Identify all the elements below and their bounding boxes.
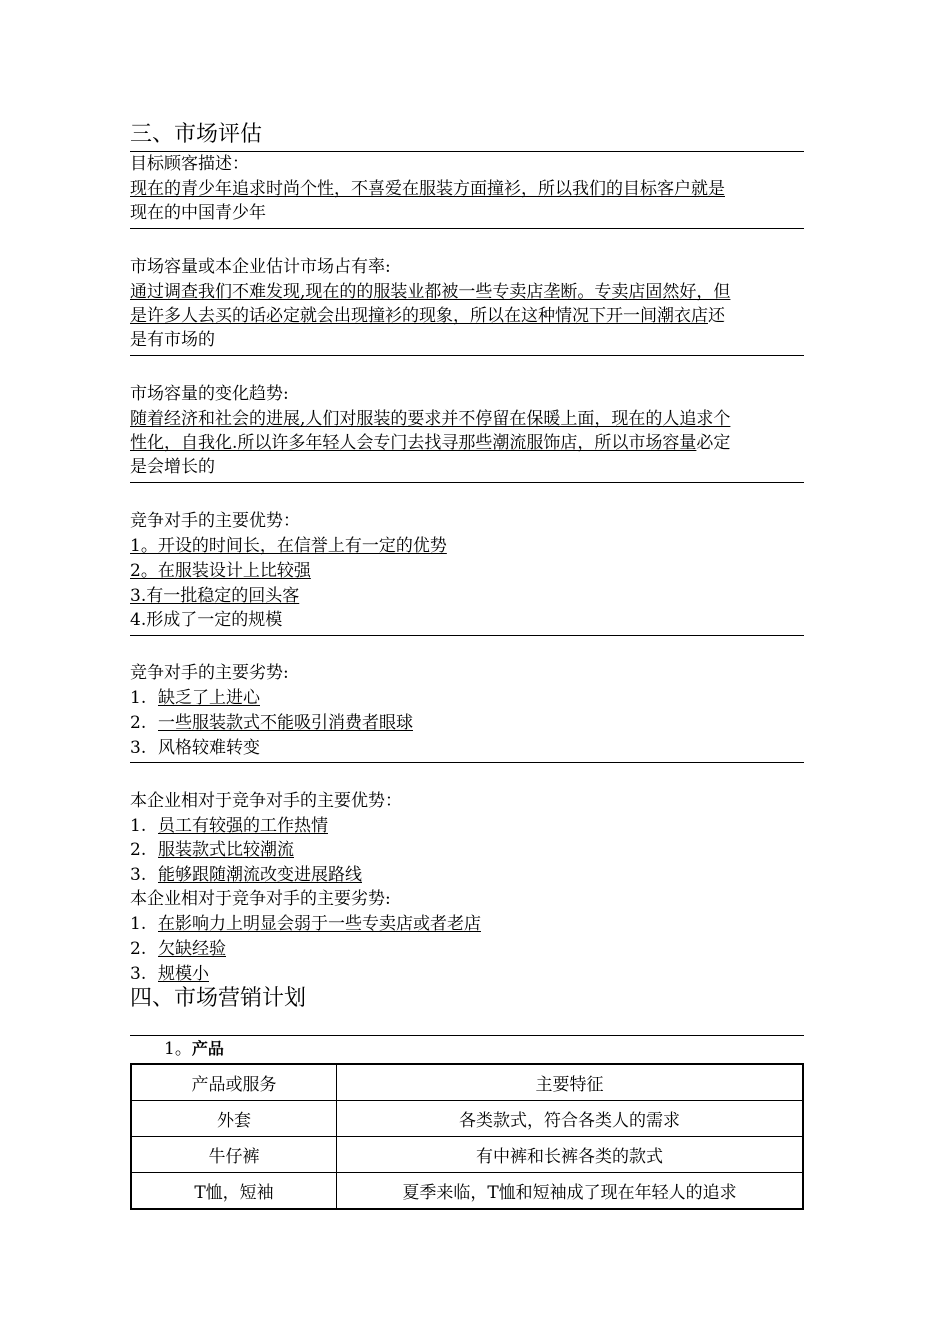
table-header-cell: 产品或服务 <box>131 1064 337 1101</box>
table-row <box>131 1173 803 1210</box>
divider <box>130 762 804 763</box>
list-item: 3. 能够跟随潮流改变进展路线 <box>130 865 362 885</box>
capacity-text-line-3: 是有市场的 <box>130 330 215 350</box>
subsection-number: 1。 <box>164 1039 192 1059</box>
comp-strength-item: 4.形成了一定的规模 <box>130 610 283 630</box>
list-item: 2. 一些服装款式不能吸引消费者眼球 <box>130 713 413 733</box>
list-item: 1. 缺乏了上进心 <box>130 688 260 708</box>
table-header-row <box>131 1064 803 1101</box>
comp-strengths-label: 竞争对手的主要优势： <box>130 511 300 531</box>
table-cell: 牛仔裤 <box>131 1137 337 1173</box>
divider <box>130 355 804 356</box>
list-item: 1. 在影响力上明显会弱于一些专卖店或者老店 <box>130 914 481 934</box>
trend-text-line-2-tail: 必定 <box>696 433 731 453</box>
list-item: 1. 员工有较强的工作热情 <box>130 816 328 836</box>
own-strengths-label: 本企业相对于竞争对手的主要优势： <box>130 791 402 811</box>
capacity-text-line-2: 是许多人去买的话必定就会出现撞衫的现象，所以在这种情况下开一间潮衣店 <box>130 306 708 326</box>
target-text-line-2: 现在的中国青少年 <box>130 203 266 223</box>
table-cell: 各类款式，符合各类人的需求 <box>337 1101 804 1137</box>
trend-label: 市场容量的变化趋势: <box>130 384 289 404</box>
comp-strength-item: 2。在服装设计上比较强 <box>130 561 311 581</box>
section-4-title: 四、市场营销计划 <box>130 986 307 1011</box>
table-cell: T恤，短袖 <box>131 1173 337 1210</box>
table-cell: 夏季来临，T恤和短袖成了现在年轻人的追求 <box>337 1173 804 1210</box>
capacity-text-line-1: 通过调查我们不难发现,现在的的服装业都被一些专卖店垄断。专卖店固然好，但 <box>130 282 731 302</box>
table-cell: 有中裤和长裤各类的款式 <box>337 1137 804 1173</box>
comp-strength-item: 3.有一批稳定的回头客 <box>130 586 300 606</box>
own-weaknesses-label: 本企业相对于竞争对手的主要劣势: <box>130 889 391 909</box>
target-label: 目标顾客描述： <box>130 154 249 174</box>
divider <box>130 482 804 483</box>
table-header-cell: 主要特征 <box>337 1064 804 1101</box>
list-item: 3. 风格较难转变 <box>130 738 260 758</box>
target-text-line-1: 现在的青少年追求时尚个性，不喜爱在服装方面撞衫，所以我们的目标客户就是 <box>130 179 725 199</box>
table-row <box>131 1101 803 1137</box>
list-item: 2. 服装款式比较潮流 <box>130 840 294 860</box>
table-cell: 外套 <box>131 1101 337 1137</box>
divider <box>130 1035 804 1036</box>
list-item: 2. 欠缺经验 <box>130 939 226 959</box>
comp-weaknesses-label: 竞争对手的主要劣势: <box>130 663 289 683</box>
trend-text-line-2: 性化，自我化.所以许多年轻人会专门去找寻那些潮流服饰店，所以市场容量 <box>130 433 697 453</box>
section-3-title: 三、市场评估 <box>130 122 263 147</box>
trend-text-line-1: 随着经济和社会的进展,人们对服装的要求并不停留在保暖上面，现在的人追求个 <box>130 409 731 429</box>
trend-text-line-3: 是会增长的 <box>130 457 215 477</box>
subsection-title <box>164 1036 224 1062</box>
capacity-label: 市场容量或本企业估计市场占有率: <box>130 257 391 277</box>
products-table <box>130 1063 804 1210</box>
table-row <box>131 1137 803 1173</box>
list-item: 3. 规模小 <box>130 964 209 984</box>
divider <box>130 635 804 636</box>
comp-strength-item: 1。开设的时间长，在信誉上有一定的优势 <box>130 536 447 556</box>
divider <box>130 228 804 229</box>
subsection-label: 产品 <box>191 1039 224 1058</box>
capacity-text-line-2-tail: 还 <box>708 306 725 326</box>
